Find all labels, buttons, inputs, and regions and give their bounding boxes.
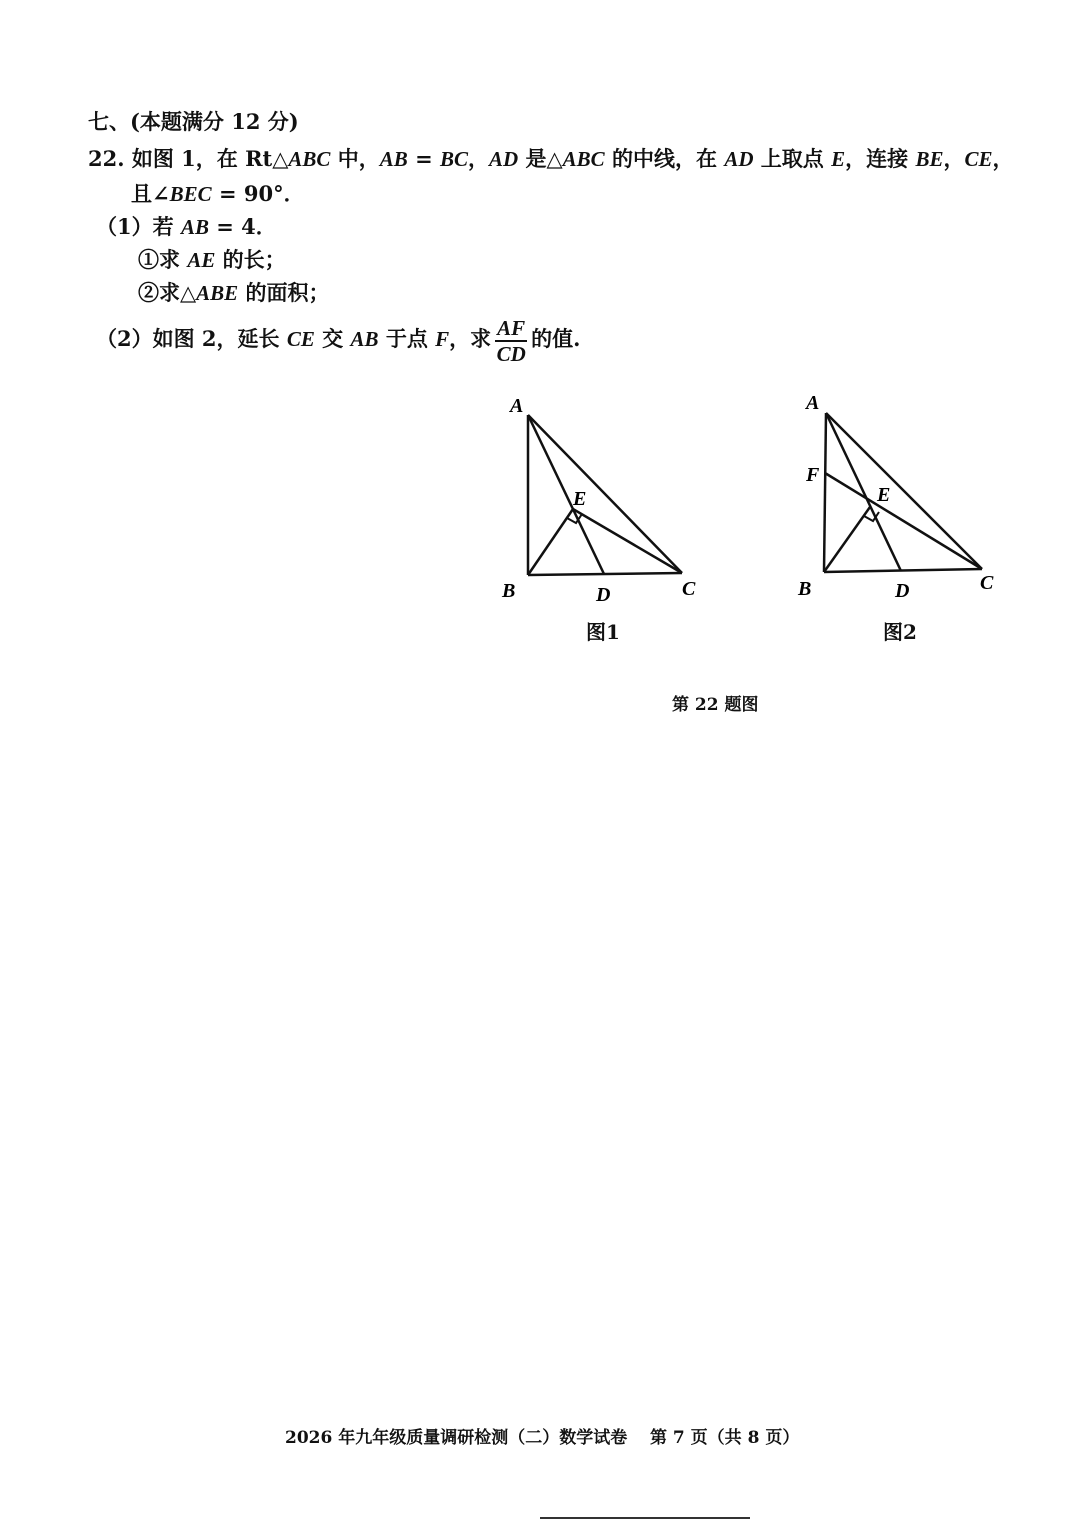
problem-statement-line2 <box>131 178 305 208</box>
var: AB <box>350 327 379 351</box>
label-e: E <box>877 484 891 506</box>
label-c: C <box>682 578 696 600</box>
figure1-diagram <box>490 385 720 610</box>
text: 交 <box>314 326 351 351</box>
footer-page-number: 第 7 页（共 8 页） <box>650 1428 800 1448</box>
text: ，连接 <box>845 146 916 171</box>
label-a: A <box>510 395 524 417</box>
fraction-af-over-cd <box>495 316 527 366</box>
var: BC <box>439 147 468 171</box>
part1-question1 <box>138 244 286 274</box>
footer-title: 2026 年九年级质量调研检测（二）数学试卷 <box>285 1428 628 1448</box>
label-a: A <box>806 392 820 414</box>
var: AB <box>379 147 408 171</box>
label-d: D <box>895 580 910 602</box>
problem-number: 22. <box>88 146 125 171</box>
text: 的面积； <box>238 280 330 305</box>
var: E <box>831 147 846 171</box>
segment-ad <box>528 415 604 574</box>
text: = <box>407 146 440 171</box>
text: ， <box>992 146 1014 171</box>
var: BEC <box>169 182 212 206</box>
label-b: B <box>798 578 812 600</box>
text: ， <box>943 146 965 171</box>
fraction-numerator: AF <box>497 315 526 340</box>
var: BE <box>915 147 944 171</box>
segment-ac <box>826 413 982 569</box>
part2-question <box>96 314 580 366</box>
text: 的中线，在 <box>604 146 725 171</box>
text: ①求 <box>138 247 188 272</box>
var: CE <box>964 147 993 171</box>
text: = 90°． <box>211 181 305 206</box>
text: ②求△ <box>138 280 197 305</box>
segment-be <box>528 509 573 575</box>
var: AD <box>489 147 519 171</box>
var: ABC <box>288 147 331 171</box>
var: AB <box>180 215 209 239</box>
var: ABE <box>196 281 239 305</box>
figure2-caption: 图2 <box>883 620 917 644</box>
segment-bc <box>824 569 982 572</box>
text: 的长； <box>215 247 286 272</box>
var: AE <box>187 248 216 272</box>
text: （2）如图 2，延长 <box>96 326 287 351</box>
part1-question2 <box>138 277 330 307</box>
label-d: D <box>596 584 611 606</box>
label-c: C <box>980 572 994 594</box>
fraction-denominator: CD <box>496 341 526 366</box>
section-title: 七、(本题满分 12 分) <box>88 109 299 134</box>
figure1-caption: 图1 <box>586 620 620 644</box>
var: ABC <box>562 147 605 171</box>
text: 如图 1，在 Rt△ <box>131 146 289 171</box>
text: 是△ <box>518 146 563 171</box>
label-f: F <box>806 464 820 486</box>
segment-ab <box>824 413 826 572</box>
figure2-diagram <box>788 385 1018 610</box>
label-b: B <box>502 580 516 602</box>
bottom-divider <box>540 1517 750 1519</box>
problem-statement-line1 <box>88 143 1013 173</box>
text: 中， <box>330 146 380 171</box>
segment-cf <box>825 473 982 569</box>
var: CE <box>286 327 315 351</box>
text: ， <box>468 146 489 171</box>
var: F <box>435 327 450 351</box>
label-e: E <box>573 488 587 510</box>
var: AD <box>724 147 754 171</box>
text: （1）若 <box>96 214 181 239</box>
segment-ac <box>528 415 682 573</box>
text: 于点 <box>378 326 436 351</box>
text: ，求 <box>449 326 492 351</box>
text: = 4． <box>208 214 277 239</box>
segment-be <box>824 507 870 572</box>
part1-condition <box>96 211 277 241</box>
text: 的值. <box>531 326 581 351</box>
figure-caption: 第 22 题图 <box>672 695 759 715</box>
text: 且∠ <box>131 181 170 206</box>
text: 上取点 <box>753 146 832 171</box>
